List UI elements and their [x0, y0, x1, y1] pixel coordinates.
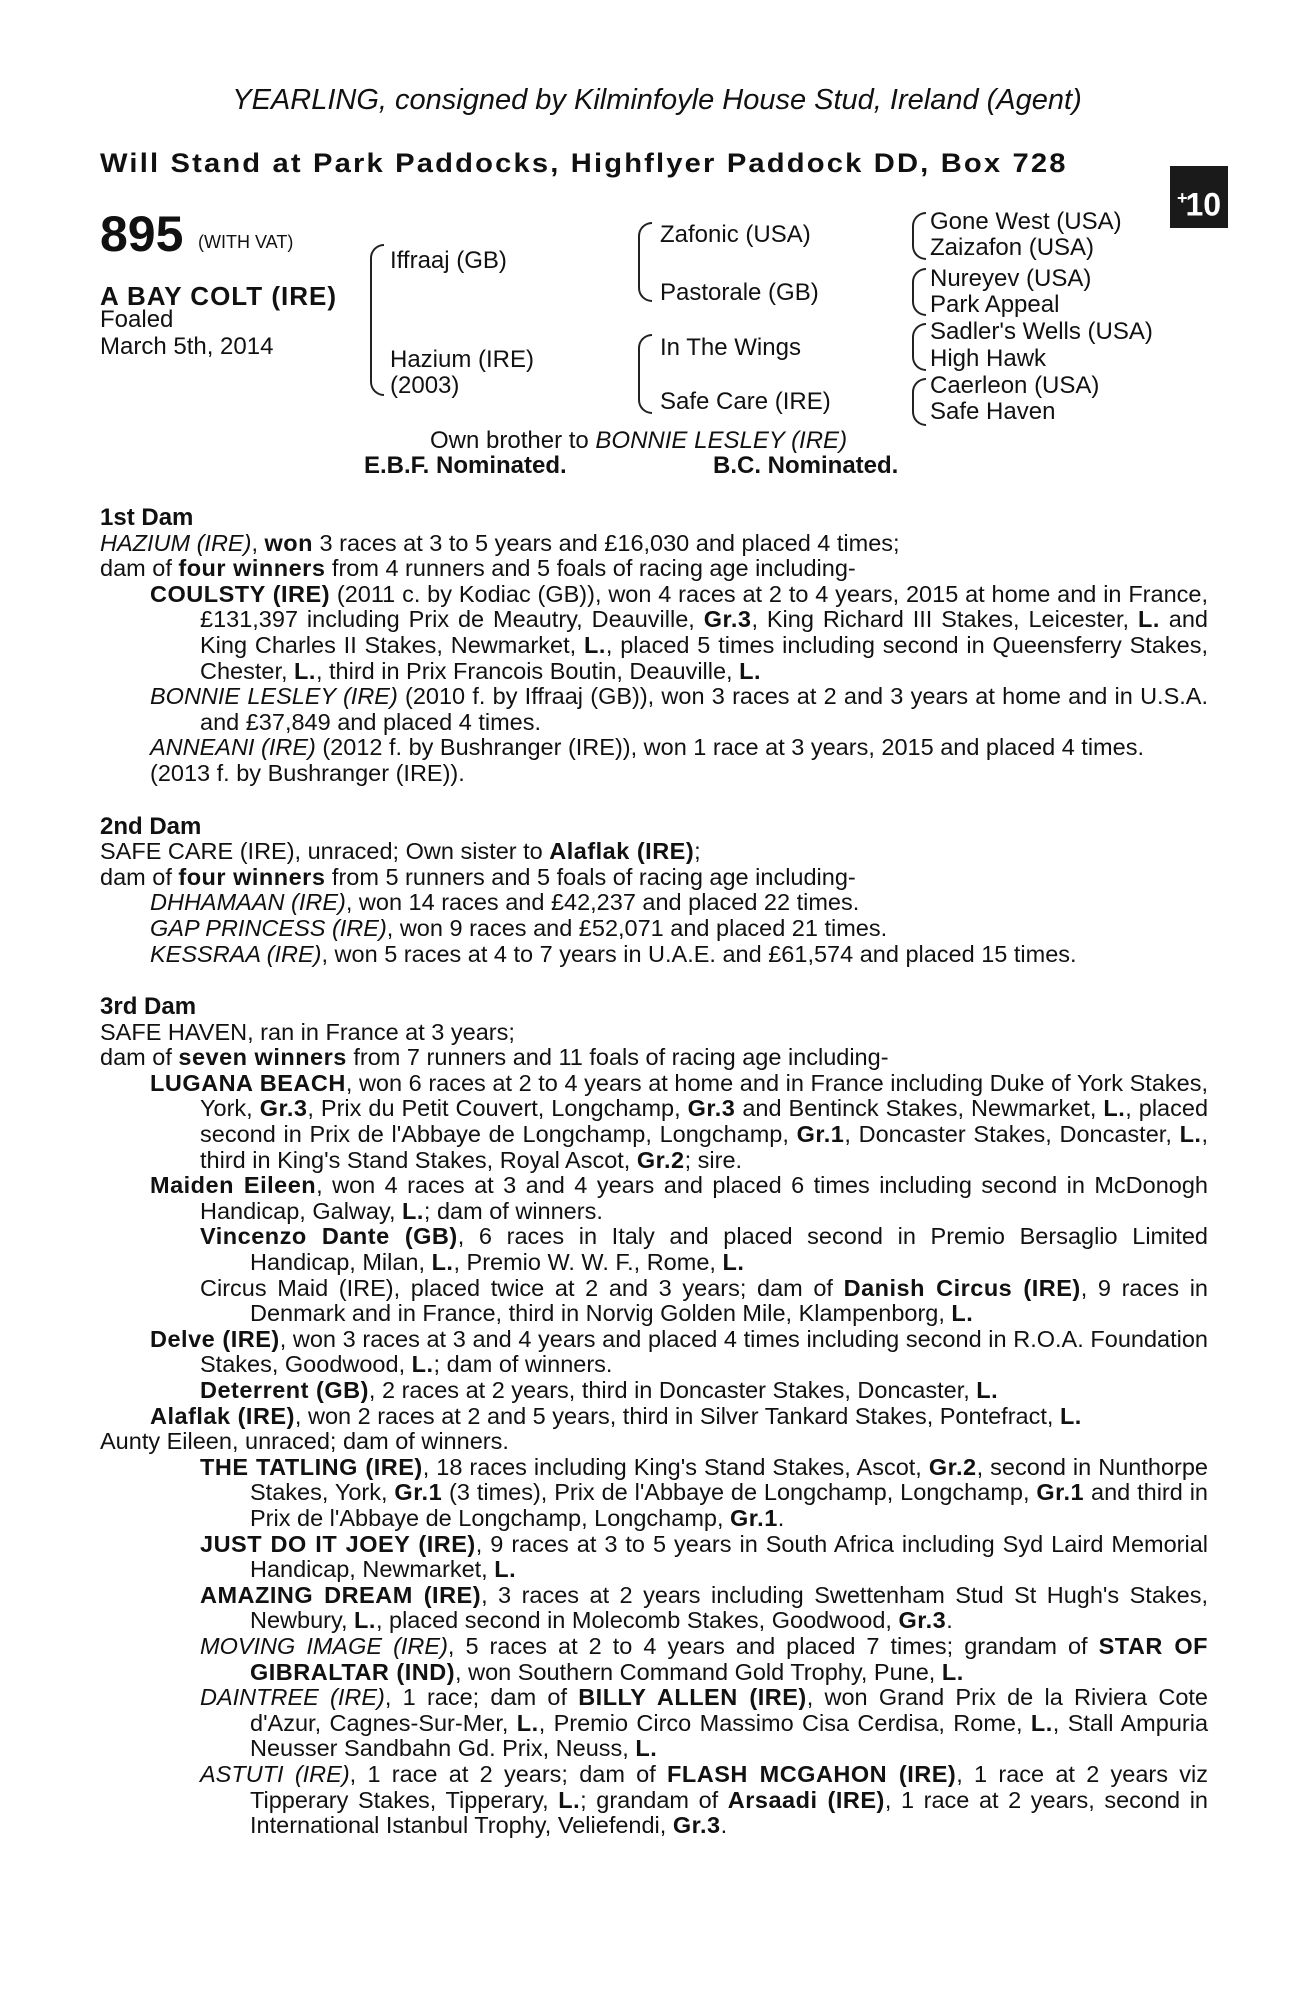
text: (2012 f. by Bushranger (IRE)), won 1 race at 3 years, 2015 and placed 4 times. [315, 734, 1144, 761]
progeny-gap-princess [100, 916, 1208, 942]
dam-parents-brace [638, 334, 652, 414]
first-dam-record: HAZIUM (IRE), won 3 races at 3 to 5 years and £16,030 and placed 4 times; [100, 529, 900, 556]
listed: L. [951, 1300, 974, 1327]
text: , Prix du Petit Couvert, Longchamp, [307, 1095, 688, 1122]
listed: L. [1179, 1121, 1202, 1148]
text: (2010 f. by Iffraaj (GB)), won 3 races at 2 and 3 years at home and in U.S.A. and £37,849 and placed 4 times. [200, 683, 1208, 735]
ggp-6: High Hawk [930, 345, 1047, 372]
ggp-brace-3 [912, 323, 926, 371]
listed: L. [494, 1556, 517, 1583]
horse-name: Deterrent (GB) [200, 1377, 369, 1403]
ebf-nominated: E.B.F. Nominated. [364, 452, 567, 479]
horse-name: DAINTREE (IRE) [200, 1684, 385, 1711]
horse-name: ASTUTI (IRE) [200, 1760, 350, 1787]
text: , won 14 races and £42,237 and placed 22 times. [345, 889, 860, 916]
grade: Gr.2 [636, 1146, 685, 1173]
third-dam-produce [100, 1045, 1208, 1071]
grade: Gr.1 [796, 1121, 845, 1148]
progeny-just-do-it-joey [100, 1532, 1208, 1583]
horse-name: STAR OF GIBRALTAR (IND) [250, 1632, 1208, 1685]
text: , third in King's Stand Stakes, Royal Ascot, [200, 1121, 1208, 1173]
text: , won 9 races and £52,071 and placed 21 times. [386, 914, 888, 941]
text: . [720, 1812, 728, 1839]
ggp-brace-1 [912, 212, 926, 260]
listed: L. [402, 1197, 424, 1224]
text: , 1 race at 2 years; dam of [349, 1760, 668, 1787]
horse-name: FLASH MCGAHON (IRE) [667, 1760, 957, 1787]
progeny-kessraa [100, 942, 1208, 968]
own-brother-line [430, 427, 847, 455]
progeny-2013: (2013 f. by Bushranger (IRE)). [150, 759, 465, 786]
listed: L. [411, 1351, 434, 1378]
second-dam-produce [100, 865, 1208, 891]
sire-parents-brace [638, 222, 652, 302]
horse-name: Alaflak (IRE) [549, 838, 695, 865]
dam-year: (2003) [390, 372, 460, 399]
text: , 9 races at 3 to 5 years in South Africa including Syd Laird Memorial Handicap, Newmarket, [250, 1530, 1209, 1583]
text: , 9 races in Denmark and in France, third in Norvig Golden Mile, Klampenborg, [250, 1274, 1208, 1327]
progeny-maiden-eileen [100, 1173, 1208, 1224]
text: , won 5 races at 4 to 7 years in U.A.E. and £61,574 and placed 15 times. [321, 940, 1077, 967]
text: , won Southern Command Gold Trophy, Pune, [455, 1658, 942, 1685]
text: and Bentinck Stakes, Newmarket, [735, 1095, 1104, 1122]
horse-name: BONNIE LESLEY (IRE) [150, 683, 398, 710]
text: dam of [100, 555, 179, 582]
sire-dam: Pastorale (GB) [660, 279, 819, 306]
horse-name: KESSRAA (IRE) [150, 940, 322, 967]
text: , won Grand Prix de la Riviera Cote d'Azur, Cagnes-Sur-Mer, [250, 1684, 1208, 1736]
horse-name: Delve (IRE) [150, 1325, 280, 1352]
text: ; dam of winners. [433, 1351, 613, 1378]
horse-name: Arsaadi (IRE) [727, 1786, 885, 1813]
progeny-aunty-eileen: Aunty Eileen, unraced; dam of winners. [100, 1428, 509, 1455]
horse-name: Alaflak (IRE) [150, 1402, 295, 1429]
text: , Doncaster Stakes, Doncaster, [844, 1121, 1180, 1148]
dam: Hazium (IRE) [390, 346, 535, 373]
text: , Premio Circo Massimo Cisa Cerdisa, Rome, [538, 1709, 1031, 1736]
dam-dam: Safe Care (IRE) [660, 388, 831, 415]
text: (3 times), Prix de l'Abbaye de Longchamp, Longchamp, [442, 1479, 1037, 1506]
badge-plus: + [1176, 188, 1188, 208]
text: , 6 races in Italy and placed second in Premio Bersaglio Limited Handicap, Milan, [250, 1223, 1209, 1276]
text: , 1 race at 2 years, second in International Istanbul Trophy, Veliefendi, [250, 1786, 1208, 1839]
text: from 5 runners and 5 foals of racing age including- [325, 863, 856, 890]
ggp-2: Zaizafon (USA) [930, 234, 1095, 261]
badge-value: 10 [1185, 186, 1222, 223]
progeny-vincenzo-dante [100, 1224, 1208, 1275]
first-dam-record-text: 3 races at 3 to 5 years and £16,030 and placed 4 times; [313, 529, 900, 556]
listed: L. [516, 1709, 539, 1736]
progeny-amazing-dream [100, 1583, 1208, 1634]
horse-name: THE TATLING (IRE) [200, 1453, 423, 1480]
listed: L. [1030, 1709, 1053, 1736]
listed: L. [1103, 1095, 1126, 1122]
text: , King Richard III Stakes, Leicester, [751, 606, 1138, 633]
text: Circus Maid (IRE), placed twice at 2 and 3 years; dam of [200, 1274, 844, 1301]
text: , 1 race at 2 years viz Tipperary Stakes, Tipperary, [250, 1760, 1208, 1813]
winners-count: four winners [178, 555, 326, 582]
listed: L. [431, 1249, 454, 1276]
text: , Stall Ampuria Neusser Sandbahn Gd. Prix, Neuss, [250, 1709, 1209, 1762]
horse-name: AMAZING DREAM (IRE) [200, 1581, 482, 1608]
progeny-dhhamaan [100, 890, 1208, 916]
lot-badge [1170, 166, 1228, 228]
text: ; grandam of [580, 1786, 728, 1813]
ggp-4: Park Appeal [930, 291, 1060, 318]
sire-sire: Zafonic (USA) [660, 221, 811, 248]
text: , placed 5 times including second in Queensferry Stakes, Chester, [200, 631, 1209, 684]
own-brother-prefix: Own brother to [430, 427, 596, 454]
lot-number: 895 [100, 206, 184, 262]
consignment-line: YEARLING, consigned by Kilminfoyle House Stud, Ireland (Agent) [232, 84, 1082, 116]
text: , 18 races including King's Stand Stakes, Ascot, [422, 1453, 929, 1480]
text: ; sire. [684, 1146, 743, 1173]
grade: Gr.1 [730, 1504, 778, 1531]
winners-count: seven winners [178, 1044, 347, 1071]
progeny-anneani [100, 735, 1208, 761]
sire: Iffraaj (GB) [390, 247, 507, 274]
text: (2011 c. by Kodiac (GB)), won 4 races at 2 to 4 years, 2015 at home and in France, £131,397 including Prix de Meautry, Deauville, [200, 580, 1208, 633]
lot-vat: (WITH VAT) [198, 232, 294, 252]
horse-name: ANNEANI (IRE) [150, 734, 316, 761]
text: ; [694, 838, 701, 865]
ggp-brace-4 [912, 378, 926, 426]
text: from 4 runners and 5 foals of racing age including- [325, 555, 856, 582]
listed: L. [739, 657, 762, 684]
grade: Gr.3 [898, 1607, 947, 1634]
foaled-label: Foaled [100, 306, 174, 333]
text: , won 4 races at 3 and 4 years and placed 6 times including second in McDonogh Handicap, Galway, [200, 1172, 1208, 1224]
grade: Gr.3 [703, 606, 752, 633]
second-dam-heading: 2nd Dam [100, 812, 202, 840]
progeny-circus-maid [100, 1276, 1208, 1327]
listed: L. [941, 1658, 964, 1685]
text: , won 3 races at 3 and 4 years and placed 4 times including second in R.O.A. Foundation Stakes, Goodwood, [200, 1325, 1208, 1378]
text: , won 6 races at 2 to 4 years at home and in France including Duke of York Stakes, York, [200, 1069, 1208, 1122]
text: ; dam of winners. [423, 1197, 603, 1224]
winners-count: four winners [178, 863, 326, 890]
text: from 7 runners and 11 foals of racing age including- [346, 1044, 889, 1071]
grade: Gr.3 [259, 1095, 308, 1122]
horse-name: Vincenzo Dante (GB) [200, 1223, 458, 1250]
text: , won 2 races at 2 and 5 years, third in Silver Tankard Stakes, Pontefract, [294, 1402, 1060, 1429]
text: , Premio W. W. F., Rome, [453, 1249, 723, 1276]
listed: L. [583, 631, 606, 658]
progeny-alaflak [100, 1404, 1208, 1430]
ggp-1: Gone West (USA) [930, 208, 1122, 235]
grade: Gr.1 [1036, 1479, 1085, 1506]
text: , 3 races at 2 years including Swettenham Stud St Hugh's Stakes, Newbury, [250, 1581, 1208, 1634]
grade: Gr.3 [672, 1812, 721, 1839]
foaled-date: March 5th, 2014 [100, 333, 274, 360]
listed: L. [558, 1786, 581, 1813]
text: , placed second in Prix de l'Abbaye de Longchamp, Longchamp, [200, 1095, 1209, 1148]
text: , 1 race; dam of [384, 1684, 579, 1711]
text: . [946, 1607, 953, 1634]
listed: L. [635, 1735, 658, 1762]
first-dam-produce [100, 556, 1208, 582]
catalogue-body [100, 478, 1208, 1839]
first-dam-won: won [264, 529, 313, 556]
listed: L. [976, 1377, 999, 1403]
horse-name: GAP PRINCESS (IRE) [150, 914, 387, 941]
own-brother-name: BONNIE LESLEY (IRE) [595, 427, 848, 454]
first-dam-heading: 1st Dam [100, 504, 194, 531]
horse-name: COULSTY (IRE) [150, 580, 331, 607]
text: and third in Prix de l'Abbaye de Longchamp, Longchamp, [250, 1479, 1209, 1531]
text: and King Charles II Stakes, Newmarket, [200, 606, 1208, 658]
progeny-astuti [100, 1762, 1208, 1839]
listed: L. [354, 1607, 376, 1634]
progeny-delve [100, 1327, 1208, 1378]
text: , 5 races at 2 to 4 years and placed 7 times; grandam of [447, 1632, 1099, 1659]
horse-name: LUGANA BEACH [150, 1069, 346, 1096]
ggp-7: Caerleon (USA) [930, 372, 1100, 399]
text: , placed second in Molecomb Stakes, Goodwood, [375, 1607, 899, 1634]
progeny-the-tatling [100, 1455, 1208, 1532]
ggp-8: Safe Haven [930, 398, 1056, 425]
text: SAFE CARE (IRE), unraced; Own sister to [100, 838, 550, 865]
grade: Gr.1 [394, 1479, 443, 1506]
horse-name: Danish Circus (IRE) [843, 1274, 1081, 1301]
listed: L. [722, 1249, 745, 1276]
progeny-moving-image [100, 1634, 1208, 1685]
progeny-bonnie-lesley [100, 684, 1208, 735]
location-line: Will Stand at Park Paddocks, Highflyer Paddock DD, Box 728 [100, 148, 1068, 178]
dam-sire: In The Wings [660, 334, 801, 361]
progeny-lugana-beach [100, 1071, 1208, 1173]
ggp-3: Nureyev (USA) [930, 265, 1092, 292]
text: dam of [100, 1044, 179, 1071]
horse-name: MOVING IMAGE (IRE) [200, 1632, 448, 1659]
progeny-coulsty [100, 582, 1208, 684]
ggp-brace-2 [912, 268, 926, 316]
second-dam-intro [100, 839, 1208, 865]
third-dam-heading: 3rd Dam [100, 993, 197, 1021]
text: dam of [100, 863, 179, 890]
horse-name: JUST DO IT JOEY (IRE) [200, 1530, 476, 1557]
text: . [777, 1504, 785, 1531]
horse-name: BILLY ALLEN (IRE) [578, 1684, 807, 1711]
bc-nominated: B.C. Nominated. [713, 452, 899, 479]
listed: L. [1059, 1402, 1082, 1429]
sire-dam-brace [370, 244, 384, 396]
horse-name: DHHAMAAN (IRE) [150, 889, 346, 916]
progeny-daintree [100, 1685, 1208, 1762]
text: , 2 races at 2 years, third in Doncaster Stakes, Doncaster, [368, 1377, 977, 1403]
first-dam-name: HAZIUM (IRE) [100, 529, 252, 556]
grade: Gr.3 [687, 1095, 736, 1122]
text: , second in Nunthorpe Stakes, York, [250, 1453, 1208, 1506]
grade: Gr.2 [928, 1453, 977, 1480]
listed: L. [294, 657, 316, 684]
third-dam-intro: SAFE HAVEN, ran in France at 3 years; [100, 1018, 515, 1045]
horse-name: Maiden Eileen [150, 1172, 317, 1199]
ggp-5: Sadler's Wells (USA) [930, 318, 1153, 345]
progeny-deterrent [100, 1378, 1208, 1404]
listed: L. [1137, 606, 1160, 633]
lot-title: A BAY COLT (IRE) [100, 281, 338, 311]
text: , third in Prix Francois Boutin, Deauville, [315, 657, 740, 684]
